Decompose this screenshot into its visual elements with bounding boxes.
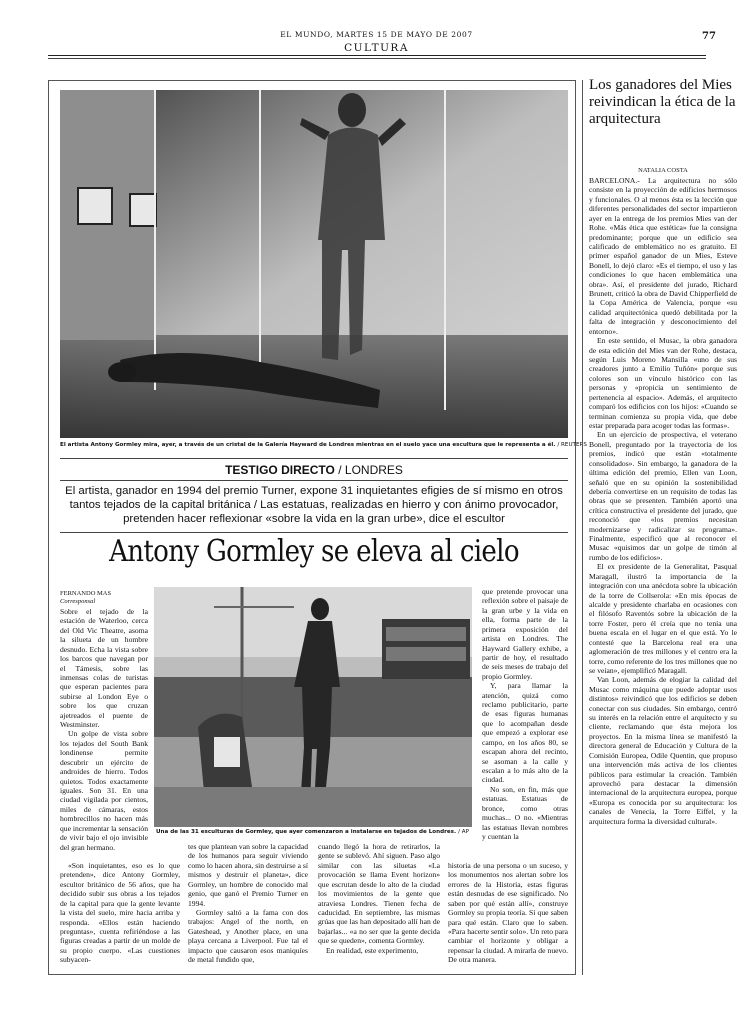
lead-photo	[60, 90, 568, 438]
body-paragraph: En realidad, este experimento,	[326, 945, 419, 955]
deck-rule	[60, 532, 568, 533]
sidebar-paragraph: En este sentido, el Musac, la obra ganadora de esta edición del Mies van der Rohe, destaca, según Luis Moreno Mansilla «uno de sus creadores junto a Emilio Tuñón» porque sus colores son un vínculo histórico con las personas y «propicia un sentimiento de pertenencia al espacio». Además, el arquitecto comparó los edificios con los hijos: «Cuando se terminan comienza su propia vida, que debe estar preparada para acoger todas las formas».	[589, 336, 737, 430]
body-paragraph: Y, para llamar la atención, quizá como reclamo publicitario, parte de esas figuras humanas que lo acompañan desde que empezó a explorar ese campo, en los años 80, se escapan ahora del recinto, se asoman a la calle y escalan a lo más alto de la ciudad.	[482, 681, 568, 785]
sidebar-paragraph: BARCELONA.- La arquitectura no sólo consiste en la proyección de edificios hermosos y funcionales. O al menos ésta es la lección que diferentes personalidades del sector impartieron ayer en la entrega de los premios Mies van der Rohe. «Más ética que estética» fue la consigna predominante; porque que un edificio sea calificado de emblemático no es gratuito. El primer español ganador de un Mies, Esteve Bonell, lo dejó claro: «Es el tiempo, el uso y las condiciones lo que hacen emblemática una obra». Así, el presidente del jurado, Richard Brunett, criticó la obra de David Chipperfield de la Copa América de Valencia, porque «su calidad arquitectónica quedó debilitada por la falta de integración y desconocimiento del entorno».	[589, 176, 737, 336]
body-paragraph: Sobre el tejado de la estación de Waterloo, cerca del Old Vic Theatre, asoma la silueta de un hombre desnudo. Echa la vista sobre los barcos que navegan por el Támesis, sobre las inmensas colas de turistas que esperan pacientes para subirse al London Eye o sobre los que cruzan ajetreados el puente de Westminster.	[60, 607, 148, 730]
body-paragraph: cuando llegó la hora de retirarlos, la gente se sublevó. Ahí siguen. Paso algo similar con las siluetas «La provocación se llama Event horizon» que escrutan desde lo alto de la ciudad los movimientos de la gente que atraviesa Londres. Tienen fecha de caducidad. En septiembre, las mismas grúas que las han depositado allí han de bajarlas... «a no ser que la gente decida que se queden», comenta Gormley.	[318, 842, 440, 946]
header-rule	[48, 55, 706, 56]
lead-photo-caption	[60, 442, 587, 448]
sculpture-photo-image	[154, 587, 472, 827]
page-number: 77	[702, 31, 716, 42]
sidebar-paragraph: El ex presidente de la Generalitat, Pasqual Maragall, ilustró la importancia de la integración con una anécdota sobre la ubicación de la torre de Collserola: «En mis épocas de alcalde y presidente charlaba en ocasiones con el filósofo Raventós sobre la ubicación de la torre Foster, pero él creía que no tenía una buena escala en el lugar en el que está. Yo le contesté que la Barcelona real era una aglomeración de tres millones y el centro era la torre, como referente de los tres millones que no se veían», ejemplificó Maragall.	[589, 562, 737, 675]
lead-photo-image	[60, 90, 568, 438]
body-column-2	[188, 842, 308, 973]
sculpture-photo-caption-text: Una de las 31 esculturas de Gormley, que ayer comenzaron a instalarse en tejados de Londres.	[156, 829, 457, 835]
body-paragraph: tes que plantean van sobre la capacidad de los humanos para seguir viviendo como lo hacen ahora, sin destruirse a sí mismos y destruir el planeta», dice Gormley, un hombre de conocido mal genio, que ganó el Premio Turner en 1994.	[188, 842, 308, 908]
body-paragraph: «Son inquietantes, eso es lo que pretenden», dice Antony Gormley, escultor británico de 56 años, que ha decidido subir sus obras a los tejados de la capital para que la gente levante la vista del suelo, mire hacia arriba y responda. «Ellos están haciendo preguntas», cuenta refiriéndose a las figuras creadas a partir de un molde de su propio cuerpo. «Las cuestiones subyacen-	[60, 861, 180, 965]
kicker	[60, 463, 568, 477]
sculpture-photo-caption	[156, 829, 469, 835]
running-head: EL MUNDO, MARTES 15 DE MAYO DE 2007	[280, 30, 473, 39]
header-rule-thin	[48, 58, 706, 59]
deck: El artista, ganador en 1994 del premio Turner, expone 31 inquietantes efigies de sí mismo en otros tantos tejados de la capital británica / Las estatuas, realizadas en hierro y con ánimo provocador, pretenden hacer reflexionar «sobre la vida en la gran urbe», dice el escultor	[65, 485, 563, 526]
body-paragraph: Gormley saltó a la fama con dos trabajos: Angel of the north, en Gateshead, y Another place, en una playa cercana a Liverpool. Fue tal el impacto que causaron esos maniquíes de metal fundido que,	[188, 907, 308, 965]
body-column-4	[482, 587, 568, 857]
sculpture-photo-credit: / AP	[458, 829, 469, 835]
sidebar-body	[589, 176, 737, 976]
kicker-rule-bottom	[60, 480, 568, 481]
body-column-1-bottom	[60, 861, 180, 973]
headline: Antony Gormley se eleva al cielo	[109, 534, 519, 569]
byline-name: FERNANDO MAS	[60, 590, 112, 597]
sidebar-paragraph: Van Loon, además de elogiar la calidad del Musac como máquina que puede adoptar usos distintos» reivindicó que los edificios se deben conectar con sus ciudades. Sin embargo, centró su interés en la relación entre el arquitecto y su cliente, reclamando que ésta mejora los proyectos. En la misma línea se manifestó la directora general de Educación y Cultura de la Comisión Europea, Odile Quentin, que propuso una intervención más activa de los clientes públicos para estimular la creación. También aprovechó para destacar la dimensión internacional de la arquitectura europea, porque «Europa es conocida por su arquitectura: los canales de Venecia, la Torre Eiffel, y la arquitectura forma la diversidad cultural».	[589, 675, 737, 826]
body-column-3	[318, 842, 440, 973]
byline-role: Corresponsal	[60, 597, 96, 605]
sidebar-paragraph: En un ejercicio de prospectiva, el veterano Bonell, preguntado por la trayectoria de los premios, indicó que están «totalmente consolidados». Sin embargo, la ganadora de la última edición del premio, Ellen van Loon, señaló que en su opinión la sostenibilidad debería convertirse en un requisito de todas las obras que se presenten. También aportó una crítica constructiva el presidente del jurado, que reconoció que «los premios necesitan modernizarse y radicalizar su programa». Finalmente, especificó que al reconocer el Musac «quisimos dar un golpe de timón al rumbo de los edificios».	[589, 430, 737, 562]
body-column-1	[60, 607, 148, 861]
body-column-4-bottom	[448, 861, 568, 973]
kicker-rule-top	[60, 458, 568, 459]
kicker-location: / LONDRES	[334, 463, 403, 477]
body-paragraph: historia de una persona o un suceso, y los monumentos nos alertan sobre los errores de la Historia, estas figuras están desnudas de ese significado. No saben por qué están allí», construye Gormley su propia teoría. Sí que saben para qué están. Claro que lo saben. «Para hacerte sentir solo». Un reto para cambiar el horizonte y obligar a repensar la ciudad. A mirarla de nuevo. De otra manera.	[448, 861, 568, 965]
kicker-bold: TESTIGO DIRECTO	[225, 463, 335, 477]
body-paragraph: Un golpe de vista sobre los tejados del South Bank londinense permite descubrir un ejército de androides de hierro. Todos quietos. Todos exactamente iguales. Son 31. En una ciudad vigilada por cientos, miles de cámaras, estos hombrecillos no hacen más que incrementar la sensación de vivir bajo el ojo invisible del gran hermano.	[60, 729, 148, 852]
lead-photo-credit: / REUTERS	[557, 442, 587, 448]
section-title: CULTURA	[344, 42, 409, 54]
sidebar-byline: NATALIA COSTA	[638, 167, 688, 174]
body-paragraph: No son, en fin, más que estatuas. Estatuas de bronce, como otras muchas... O no. «Mientras las estatuas llevan nombres y cuentan la	[482, 784, 568, 841]
body-paragraph: que pretende provocar una reflexión sobre el paisaje de la gran urbe y la vida en ella, forma parte de la primera exposición del artista en Londres. The Hayward Gallery exhibe, a partir de hoy, el resultado de seis meses de trabajo del propio Gormley.	[482, 587, 568, 681]
sculpture-photo	[154, 587, 472, 827]
lead-photo-caption-text: El artista Antony Gormley mira, ayer, a través de un cristal de la Galería Hayward de Londres mientras en el suelo yace una escultura que le representa a él.	[60, 442, 556, 448]
sidebar-divider	[582, 80, 583, 975]
sidebar-title: Los ganadores del Mies reivindican la ética de la arquitectura	[589, 77, 736, 127]
byline	[60, 590, 150, 605]
